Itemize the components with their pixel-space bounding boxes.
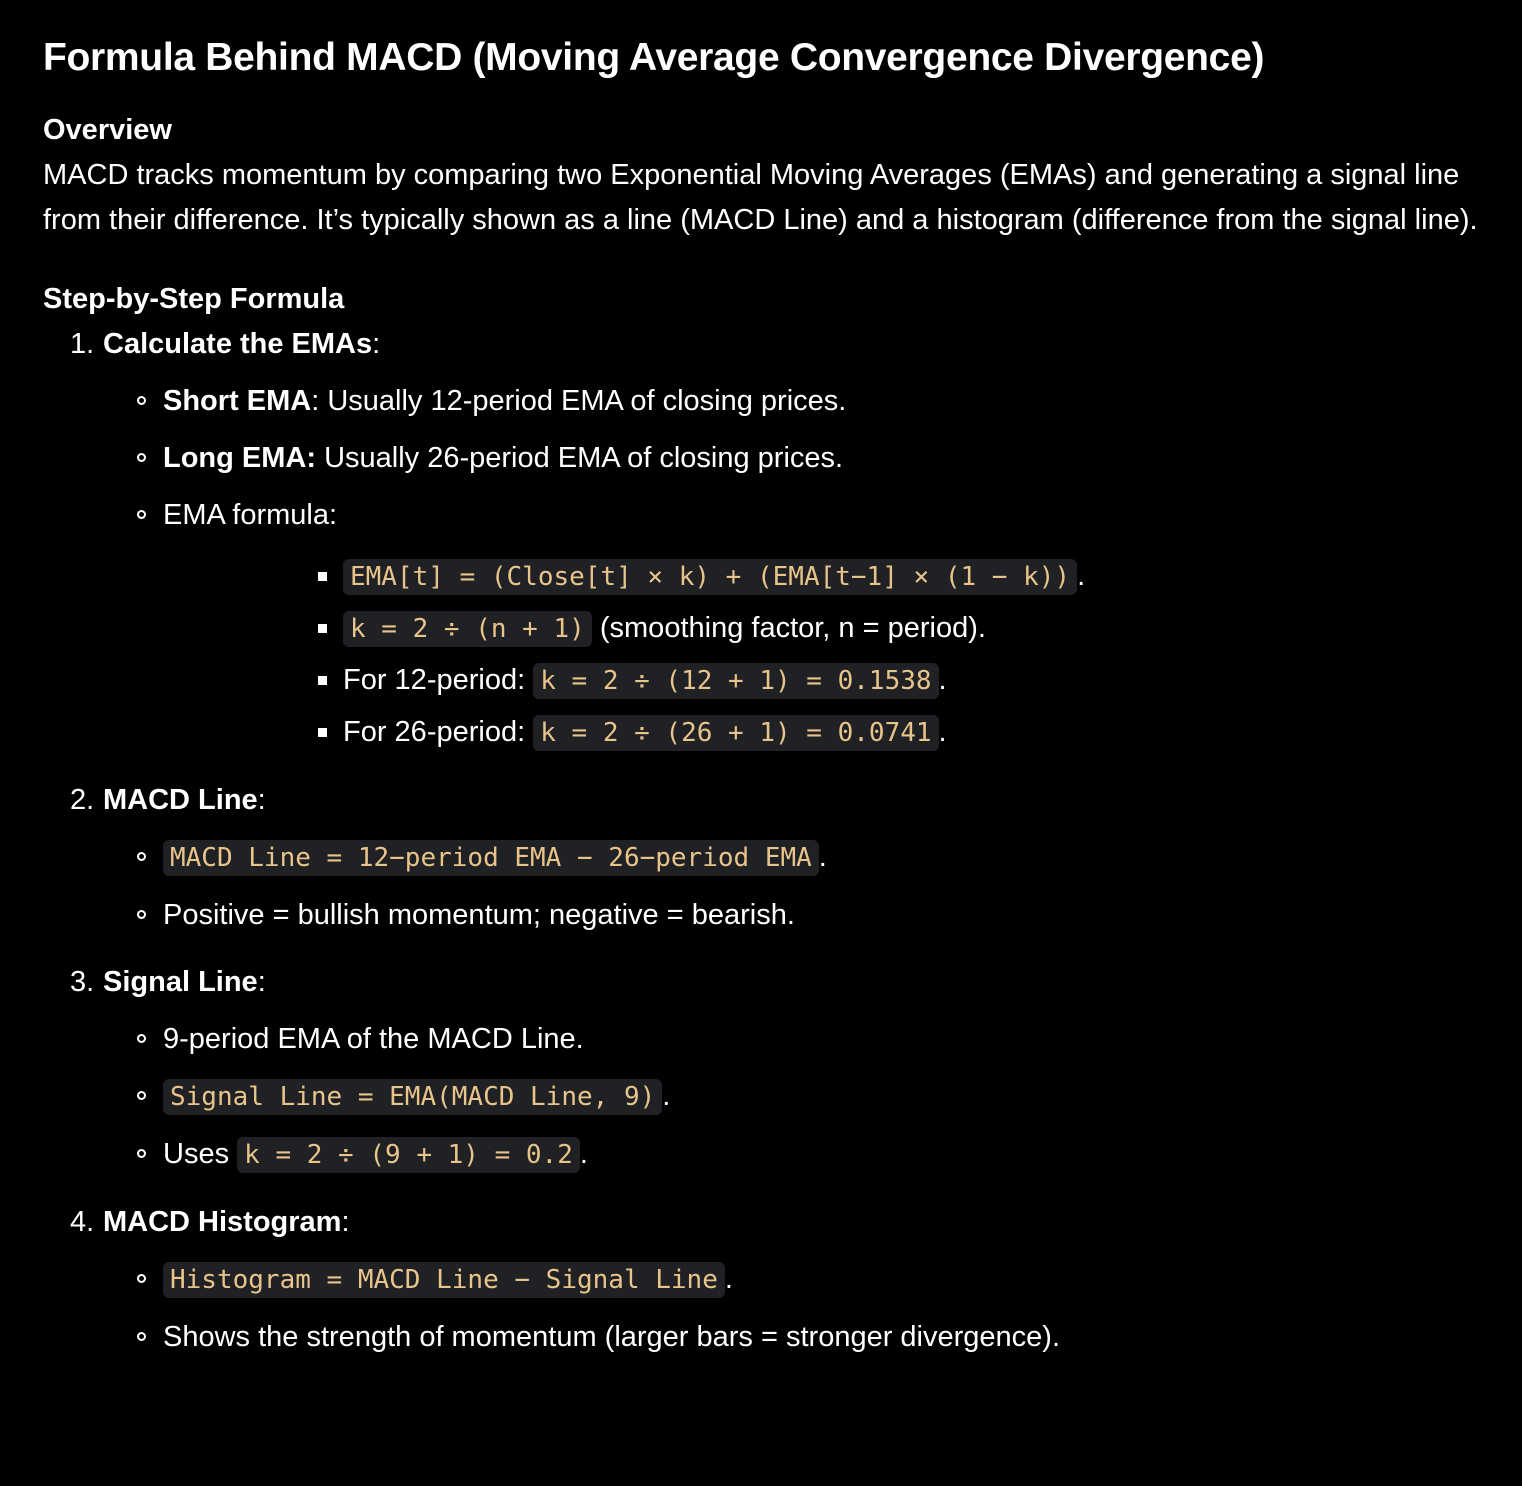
hollow-bullet-icon [137,1034,146,1043]
hollow-bullet-icon [137,453,146,462]
step-3 [43,960,1493,1178]
item-text: Usually 26-period EMA of closing prices. [316,442,844,474]
colon: : [257,966,266,998]
step-title: MACD Histogram [103,1206,342,1238]
page-title: Formula Behind MACD (Moving Average Convergence Divergence) [43,36,1265,79]
formula-item [163,554,1493,600]
hollow-bullet-icon [137,1274,146,1283]
hollow-bullet-icon [137,852,146,861]
step-3-items [43,1017,1493,1178]
list-item [43,1132,1493,1178]
item-suffix: . [1077,560,1086,592]
item-suffix: . [938,664,947,696]
step-1-heading [43,322,1493,367]
ema-formula-items [163,554,1493,756]
item-prefix: Uses [163,1138,238,1170]
code-snippet: EMA[t] = (Close[t] × k) + (EMA[t−1] × (1 − k)) [343,559,1077,595]
square-bullet-icon [318,624,327,633]
hollow-bullet-icon [137,396,146,405]
list-item [43,436,1493,481]
step-number: 3. [70,966,95,998]
step-1 [43,322,1493,756]
formula-item [163,710,1493,756]
item-text: Positive = bullish momentum; negative = bearish. [163,899,795,931]
list-item [43,1074,1493,1120]
step-number: 1. [70,328,95,360]
step-1-items [43,379,1493,756]
overview-heading: Overview [43,114,172,146]
list-item [43,1017,1493,1062]
step-2 [43,778,1493,938]
list-item [43,893,1493,938]
step-title: MACD Line [103,784,258,816]
item-text: 9-period EMA of the MACD Line. [163,1023,584,1055]
list-item [43,1315,1493,1360]
square-bullet-icon [318,676,327,685]
hollow-bullet-icon [137,1149,146,1158]
square-bullet-icon [318,728,327,737]
colon: : [341,1206,350,1238]
steps-heading: Step-by-Step Formula [43,283,345,315]
code-snippet: Histogram = MACD Line − Signal Line [163,1262,725,1298]
item-suffix: . [818,841,827,873]
item-prefix: For 12-period: [343,664,534,696]
item-suffix: (smoothing factor, n = period). [591,612,986,644]
list-item [43,493,1493,756]
code-snippet: MACD Line = 12−period EMA − 26−period EMA [163,840,819,876]
step-title: Signal Line [103,966,258,998]
item-suffix: . [662,1080,671,1112]
overview-text: MACD tracks momentum by comparing two Exponential Moving Averages (EMAs) and generating a signal line from their difference. It’s typically shown as a line (MACD Line) and a histogram (difference from the signal line). [43,159,1478,236]
colon: : [372,328,381,360]
steps-list [43,322,1493,1360]
item-bold: Long EMA: [163,442,317,474]
list-item [43,1257,1493,1303]
step-4 [43,1200,1493,1360]
hollow-bullet-icon [137,1332,146,1341]
step-3-heading [43,960,1493,1005]
item-text: EMA formula: [163,499,338,531]
document [43,30,1493,1360]
item-prefix: For 26-period: [343,716,534,748]
code-snippet: Signal Line = EMA(MACD Line, 9) [163,1079,662,1115]
item-text: Shows the strength of momentum (larger bars = stronger divergence). [163,1321,1061,1353]
step-2-items [43,835,1493,938]
step-4-items [43,1257,1493,1360]
square-bullet-icon [318,572,327,581]
item-suffix: . [938,716,947,748]
code-snippet: k = 2 ÷ (12 + 1) = 0.1538 [533,663,938,699]
formula-item [163,606,1493,652]
step-4-heading [43,1200,1493,1245]
step-title: Calculate the EMAs [103,328,373,360]
code-snippet: k = 2 ÷ (26 + 1) = 0.0741 [533,715,938,751]
step-number: 2. [70,784,95,816]
code-snippet: k = 2 ÷ (9 + 1) = 0.2 [237,1137,580,1173]
item-suffix: . [724,1263,733,1295]
item-bold: Short EMA [163,385,312,417]
hollow-bullet-icon [137,510,146,519]
list-item [43,379,1493,424]
formula-item [163,658,1493,704]
item-text: : Usually 12-period EMA of closing prices. [311,385,847,417]
list-item [43,835,1493,881]
step-number: 4. [70,1206,95,1238]
item-suffix: . [579,1138,588,1170]
colon: : [257,784,266,816]
step-2-heading [43,778,1493,823]
code-snippet: k = 2 ÷ (n + 1) [343,611,592,647]
hollow-bullet-icon [137,1091,146,1100]
hollow-bullet-icon [137,910,146,919]
